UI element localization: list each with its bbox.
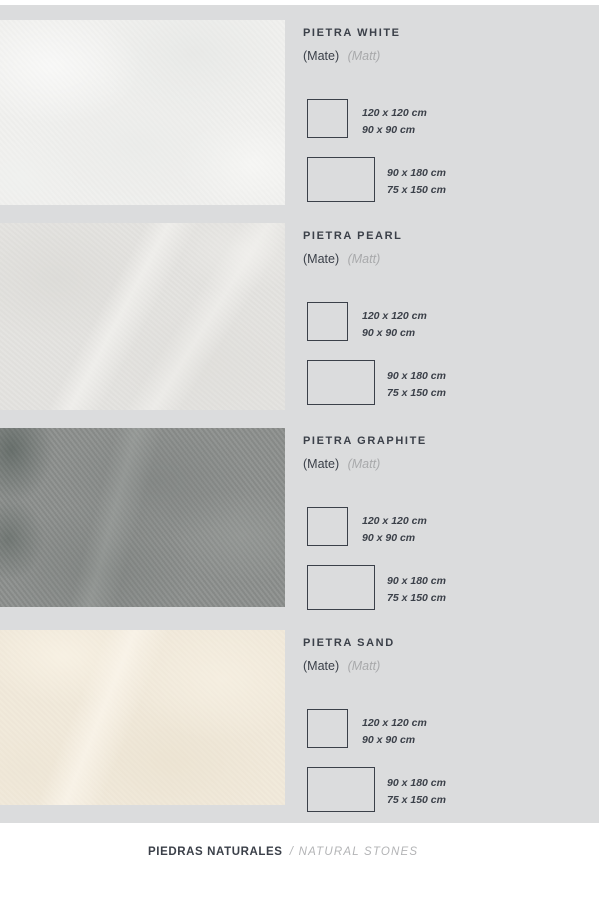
square-size-list: [362, 715, 427, 749]
page-caption: [148, 846, 418, 858]
finish-line: [303, 49, 380, 63]
rect-size-list: [387, 165, 446, 199]
size-label: 120 x 120 cm: [362, 717, 427, 729]
finish-line: [303, 252, 380, 266]
product-card: [0, 223, 599, 410]
product-texture-image: [0, 428, 285, 607]
finish-label-secondary: (Matt): [347, 457, 381, 471]
size-label: 90 x 90 cm: [362, 734, 416, 746]
rect-size-list: [387, 775, 446, 809]
size-label: 75 x 150 cm: [387, 184, 446, 196]
size-label: 90 x 90 cm: [362, 532, 416, 544]
size-label: 90 x 90 cm: [362, 124, 416, 136]
square-size-list: [362, 513, 427, 547]
square-format-icon: [307, 302, 348, 341]
finish-label-primary: (Mate): [303, 252, 340, 266]
finish-label-secondary: (Matt): [347, 49, 381, 63]
finish-label-primary: (Mate): [303, 457, 340, 471]
product-title: PIETRA WHITE: [303, 27, 401, 39]
size-label: 90 x 90 cm: [362, 327, 416, 339]
product-title: PIETRA SAND: [303, 637, 395, 649]
square-size-list: [362, 308, 427, 342]
product-title: PIETRA PEARL: [303, 230, 403, 242]
rect-format-icon: [307, 767, 375, 812]
square-format-icon: [307, 507, 348, 546]
rect-format-icon: [307, 360, 375, 405]
rect-size-list: [387, 573, 446, 607]
caption-spanish: PIEDRAS NATURALES: [148, 846, 283, 858]
finish-line: [303, 659, 380, 673]
square-size-list: [362, 105, 427, 139]
size-label: 75 x 150 cm: [387, 794, 446, 806]
product-card: [0, 630, 599, 805]
size-label: 75 x 150 cm: [387, 592, 446, 604]
square-format-icon: [307, 709, 348, 748]
product-card: [0, 20, 599, 205]
size-label: 90 x 180 cm: [387, 575, 446, 587]
rect-format-icon: [307, 565, 375, 610]
product-texture-image: [0, 630, 285, 805]
finish-label-secondary: (Matt): [347, 659, 381, 673]
square-format-icon: [307, 99, 348, 138]
product-texture-image: [0, 20, 285, 205]
finish-label-primary: (Mate): [303, 659, 340, 673]
size-label: 120 x 120 cm: [362, 107, 427, 119]
size-label: 90 x 180 cm: [387, 167, 446, 179]
finish-label-secondary: (Matt): [347, 252, 381, 266]
caption-english: / NATURAL STONES: [289, 846, 419, 858]
size-label: 120 x 120 cm: [362, 515, 427, 527]
rect-size-list: [387, 368, 446, 402]
rect-format-icon: [307, 157, 375, 202]
catalog-page-panel: [0, 5, 599, 823]
finish-label-primary: (Mate): [303, 49, 340, 63]
product-title: PIETRA GRAPHITE: [303, 435, 427, 447]
size-label: 90 x 180 cm: [387, 777, 446, 789]
product-card: [0, 428, 599, 607]
product-texture-image: [0, 223, 285, 410]
size-label: 120 x 120 cm: [362, 310, 427, 322]
size-label: 90 x 180 cm: [387, 370, 446, 382]
finish-line: [303, 457, 380, 471]
size-label: 75 x 150 cm: [387, 387, 446, 399]
